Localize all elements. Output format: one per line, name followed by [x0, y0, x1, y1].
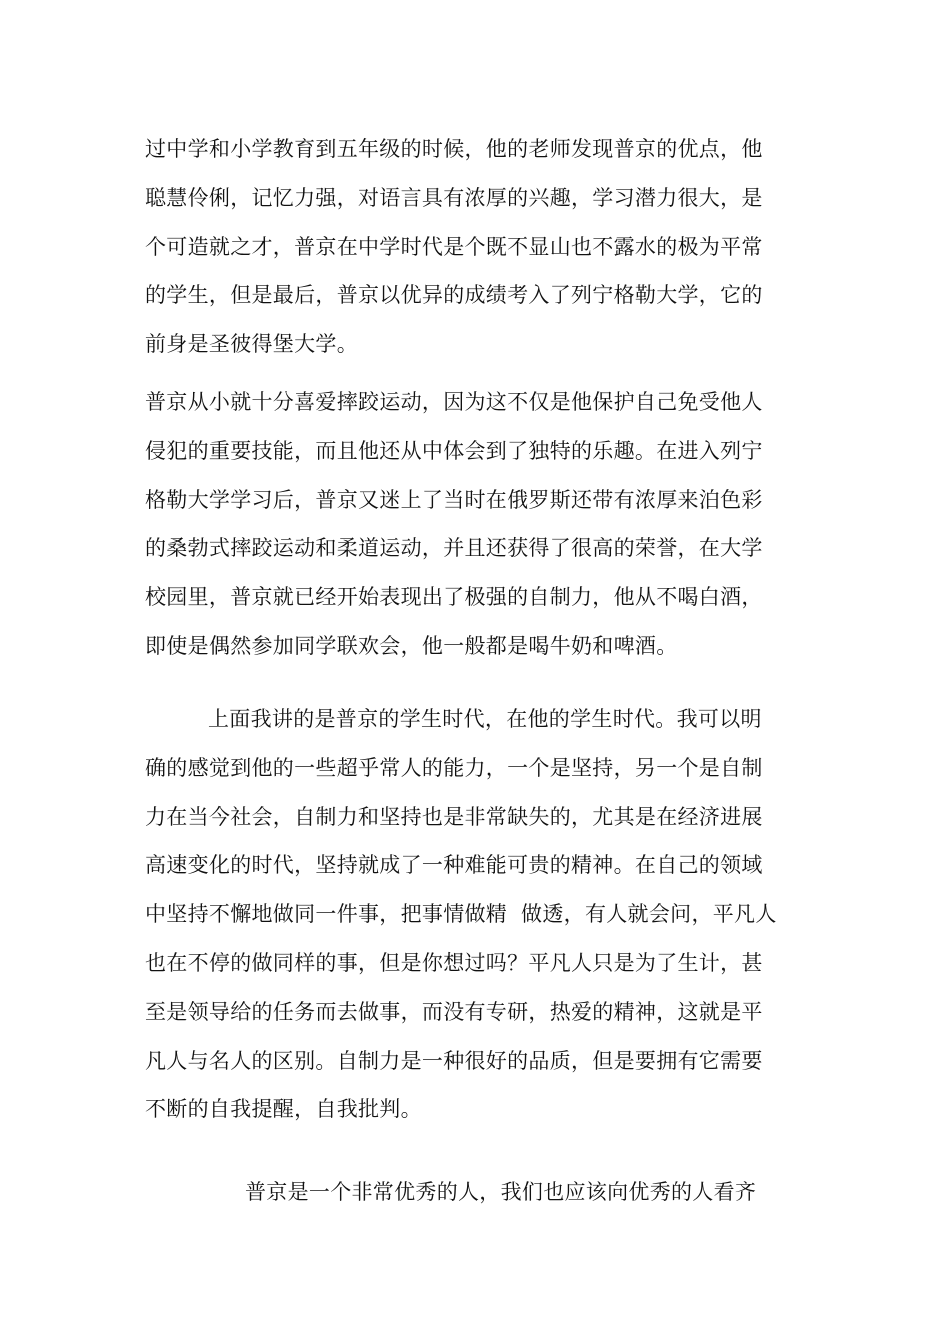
text-line: 前身是圣彼得堡大学。 — [145, 332, 358, 357]
text-line: 过中学和小学教育到五年级的时候，他的老师发现普京的优点，他 — [145, 137, 763, 161]
text-line: 普京是一个非常优秀的人，我们也应该向优秀的人看齐 — [245, 1180, 757, 1204]
text-line: 侵犯的重要技能，而且他还从中体会到了独特的乐趣。在进入列宁 — [145, 438, 763, 463]
text-line: 聪慧伶俐，记忆力强，对语言具有浓厚的兴趣，学习潜力很大，是 — [145, 185, 763, 210]
text-line: 确的感觉到他的一些超乎常人的能力，一个是坚持，另一个是自制 — [145, 755, 763, 780]
text-line: 高速变化的时代，坚持就成了一种难能可贵的精神。在自己的领域 — [145, 853, 763, 878]
text-line: 即使是偶然参加同学联欢会，他一般都是喝牛奶和啤酒。 — [145, 633, 678, 658]
text-line: 也在不停的做同样的事，但是你想过吗？平凡人只是为了生计，甚 — [145, 950, 763, 975]
paragraph-conclusion — [145, 1168, 815, 1217]
text-line: 个可造就之才，普京在中学时代是个既不显山也不露水的极为平常 — [145, 234, 763, 259]
text-line: 中坚持不懈地做同一件事，把事情做精 做透，有人就会问，平凡人 — [145, 902, 777, 927]
paragraph-reflection — [145, 695, 815, 1134]
text-line: 不断的自我提醒，自我批判。 — [145, 1097, 422, 1122]
paragraph-student-education — [145, 125, 815, 369]
text-line: 至是领导给的任务而去做事，而没有专研，热爱的精神，这就是平 — [145, 999, 763, 1024]
text-line: 的桑勃式摔跤运动和柔道运动，并且还获得了很高的荣誉，在大学 — [145, 536, 763, 561]
paragraph-wrestling — [145, 378, 815, 671]
text-line: 上面我讲的是普京的学生时代，在他的学生时代。我可以明 — [208, 707, 762, 731]
text-line: 力在当今社会，自制力和坚持也是非常缺失的，尤其是在经济进展 — [145, 804, 763, 829]
text-line: 的学生，但是最后，普京以优异的成绩考入了列宁格勒大学，它的 — [145, 283, 763, 308]
text-line: 凡人与名人的区别。自制力是一种很好的品质，但是要拥有它需要 — [145, 1048, 763, 1073]
text-line: 校园里，普京就已经开始表现出了极强的自制力，他从不喝白酒， — [145, 585, 763, 610]
text-line: 普京从小就十分喜爱摔跤运动，因为这不仅是他保护自己免受他人 — [145, 390, 763, 414]
text-line: 格勒大学学习后，普京又迷上了当时在俄罗斯还带有浓厚来泊色彩 — [145, 487, 763, 512]
